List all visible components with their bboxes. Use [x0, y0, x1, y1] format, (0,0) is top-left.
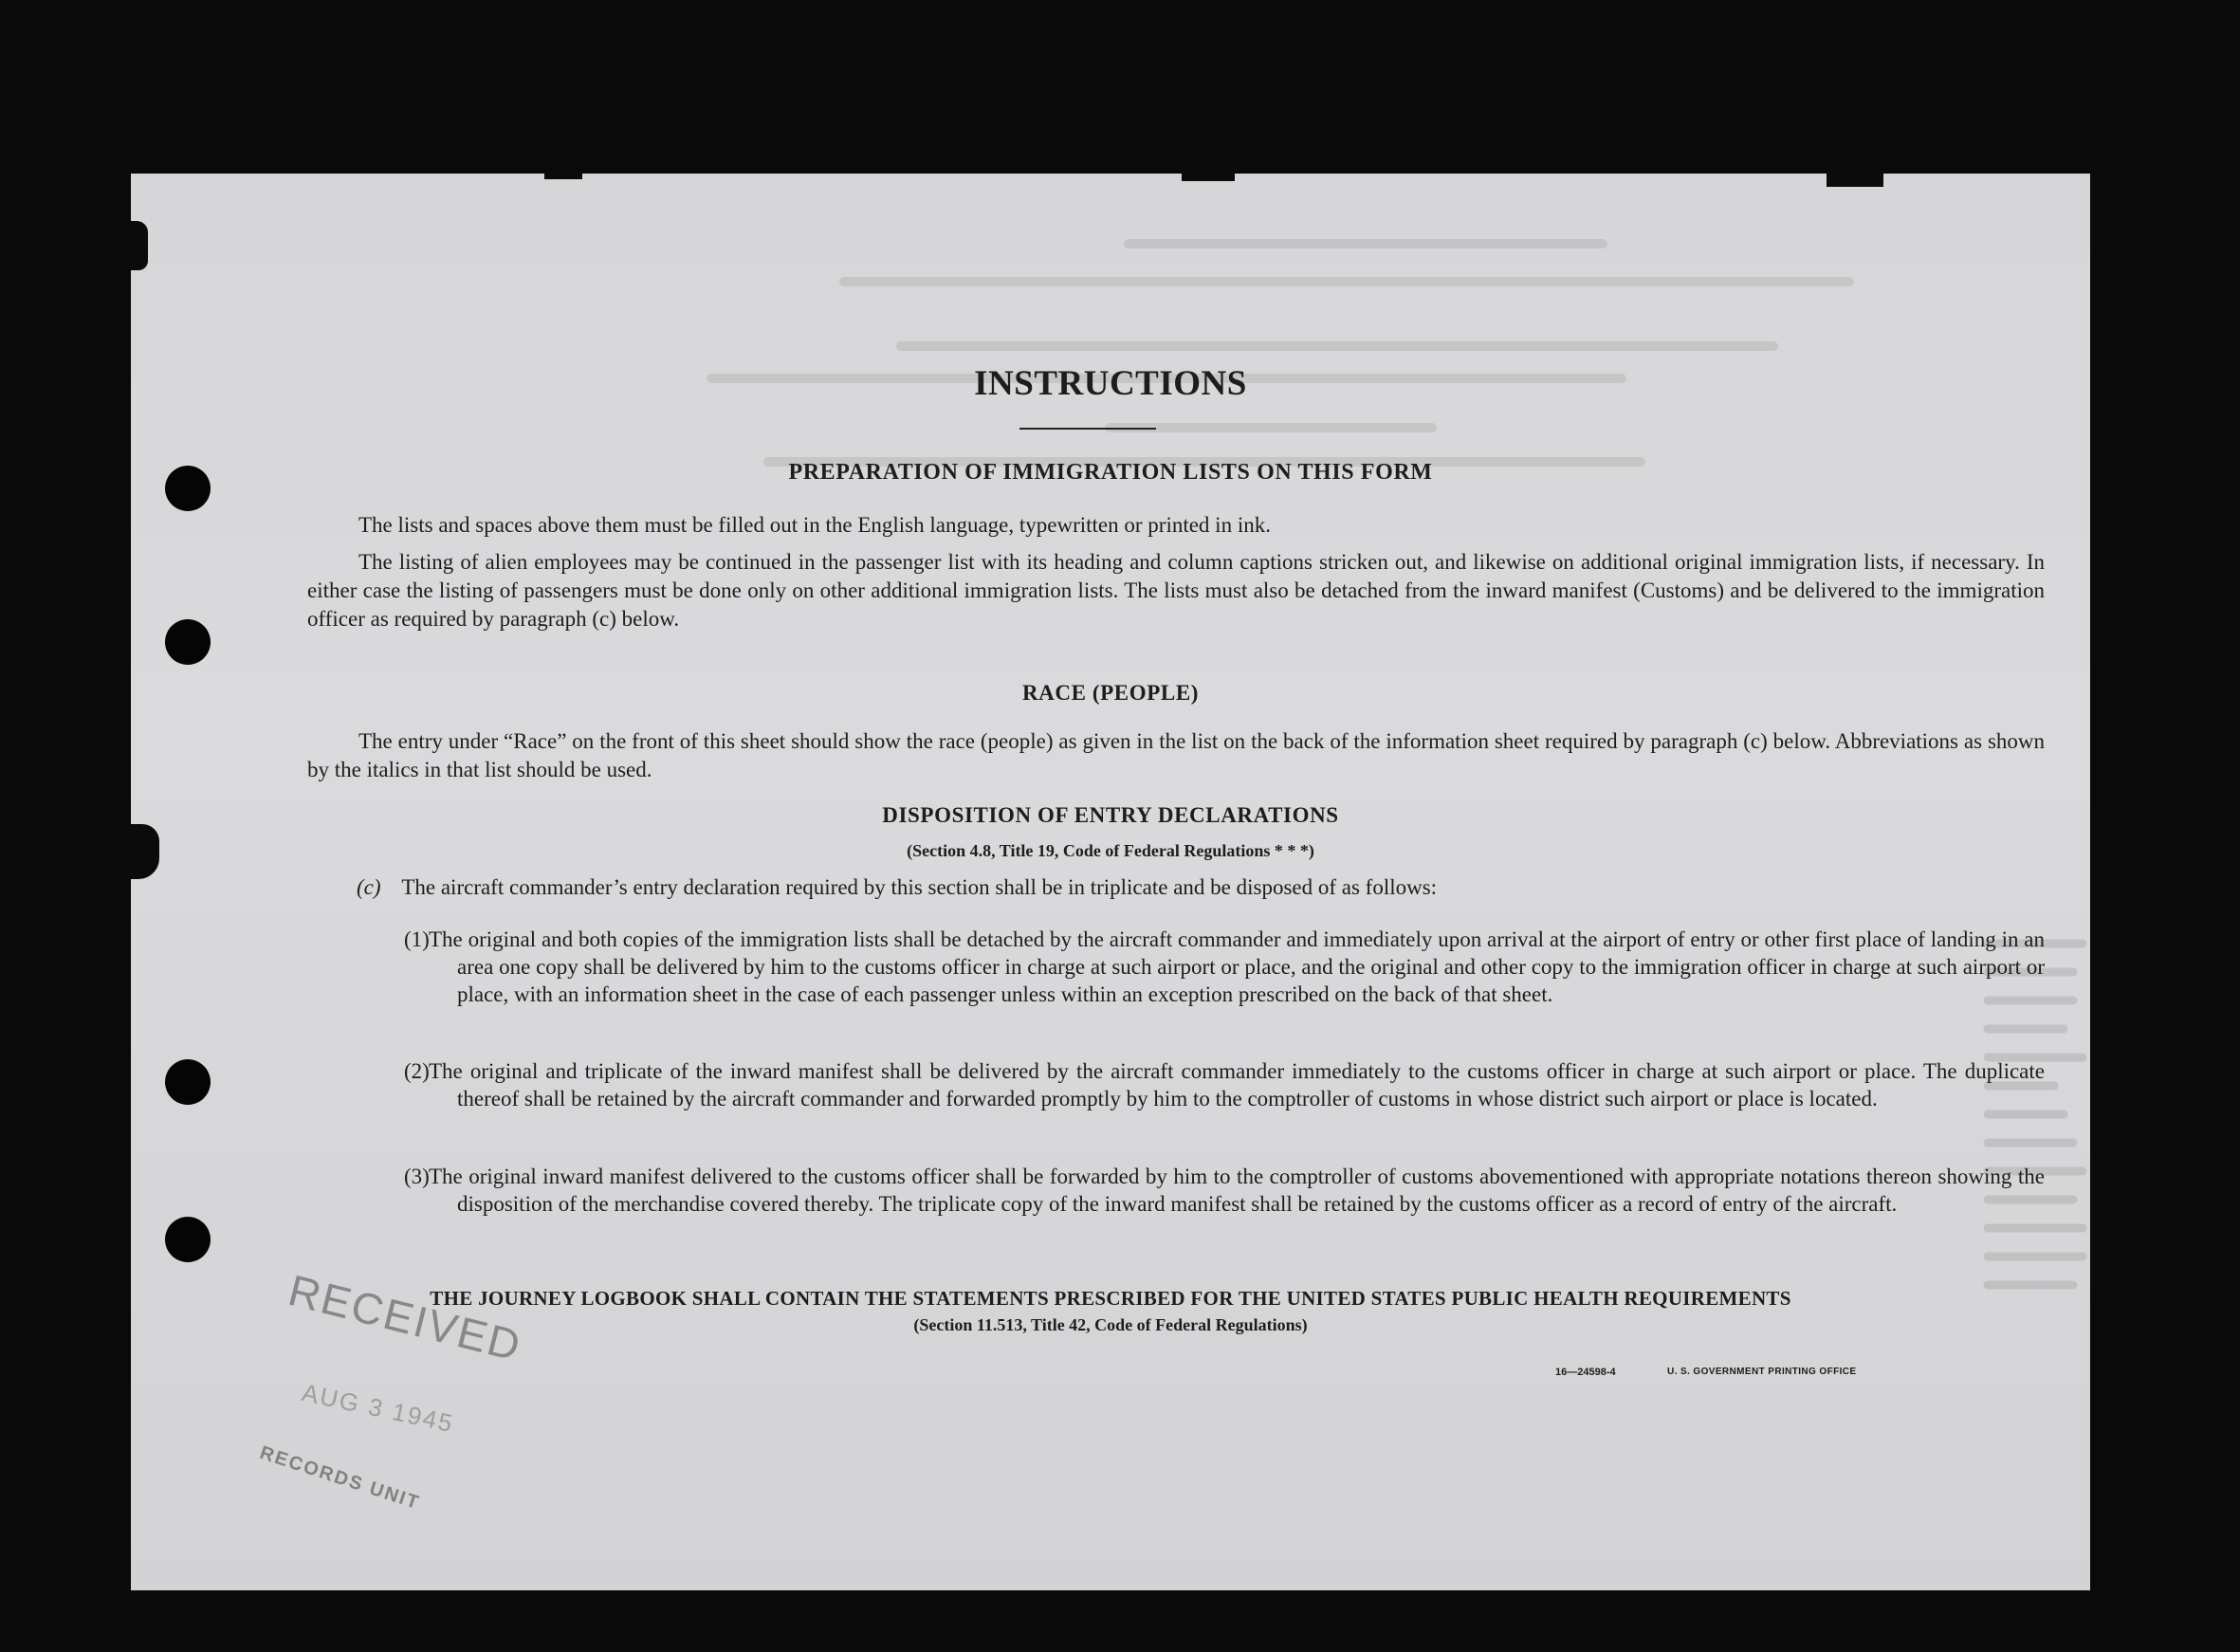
form-number: 16—24598-4	[1555, 1367, 1616, 1378]
top-edge-notch	[1182, 168, 1235, 181]
disposition-item-2	[404, 1057, 2045, 1112]
disposition-intro	[357, 873, 2045, 901]
item-number: (2)	[404, 1059, 430, 1083]
document-page	[131, 174, 2090, 1590]
printer-imprint: U. S. GOVERNMENT PRINTING OFFICE	[1667, 1367, 1857, 1377]
received-stamp: RECEIVED	[284, 1264, 527, 1371]
item-number: (1)	[404, 927, 430, 951]
document-title: INSTRUCTIONS	[974, 364, 1247, 403]
item-text: The original and triplicate of the inward manifest shall be delivered by the aircraft commander immediately to the customs officer in charge at such airport or place. The duplicate thereof shall be retained by the aircraft commander and forwarded promptly by him to the comptroller of customs in whose district such airport or place is located.	[429, 1059, 2045, 1111]
top-edge-notch	[1827, 170, 1883, 187]
section-heading-race: RACE (PEOPLE)	[1021, 681, 1200, 705]
disposition-item-1	[404, 926, 2045, 1008]
disposition-item-3	[404, 1163, 2045, 1218]
item-text: The original and both copies of the immigration lists shall be detached by the aircraft commander and immediately upon arrival at the airport of entry or other first place of landing in an area one copy shall be delivered by him to the customs officer in charge at such airport or place, and the original and other copy to the immigration officer in charge at such airport or place, with an information sheet in the case of each passenger unless within an exception prescribed on the back of that sheet.	[429, 927, 2045, 1006]
section-heading-preparation: PREPARATION OF IMMIGRATION LISTS ON THIS FORM	[788, 460, 1433, 485]
punch-hole	[165, 1217, 211, 1262]
left-edge-tear	[125, 221, 148, 270]
disposition-citation: (Section 4.8, Title 19, Code of Federal Regulations * * *)	[907, 841, 1314, 860]
title-underline	[1019, 428, 1156, 430]
bleed-through-lines	[484, 225, 1963, 471]
records-unit-stamp: RECORDS UNIT	[257, 1442, 423, 1514]
logbook-statement: THE JOURNEY LOGBOOK SHALL CONTAIN THE STATEMENTS PRESCRIBED FOR THE UNITED STATES PUBLIC HEALTH REQUIREMENTS	[430, 1287, 1791, 1310]
paragraph-race: The entry under “Race” on the front of this sheet should show the race (people) as given in the list on the back of the information sheet required by paragraph (c) below. Abbreviations as shown by the italics in that list should be used.	[307, 729, 2045, 781]
logbook-citation: (Section 11.513, Title 42, Code of Federal Regulations)	[913, 1315, 1308, 1334]
received-stamp-date: AUG 3 1945	[299, 1378, 457, 1439]
paragraph-preparation-1: The lists and spaces above them must be filled out in the English language, typewritten or printed in ink.	[358, 513, 1271, 537]
section-heading-disposition: DISPOSITION OF ENTRY DECLARATIONS	[882, 803, 1339, 827]
item-text: The original inward manifest delivered to the customs officer shall be forwarded by him to the comptroller of customs abovementioned with appropriate notations thereon showing the disposition of the merchandise covered thereby. The triplicate copy of the inward manifest shall be retained by the customs officer as a record of entry of the aircraft.	[429, 1165, 2045, 1216]
item-number: (3)	[404, 1165, 430, 1188]
paragraph-preparation-2: The listing of alien employees may be continued in the passenger list with its heading and column captions stricken out, and likewise on additional original immigration lists, if necessary. In either case the listing of passengers must be done only on other additional immigration lists. The lists must also be detached from the inward manifest (Customs) and be delivered to the immigration officer as required by paragraph (c) below.	[307, 550, 2045, 631]
intro-label: (c)	[357, 875, 381, 899]
punch-hole	[165, 1059, 211, 1105]
intro-text: The aircraft commander’s entry declaration required by this section shall be in triplicate and be disposed of as follows:	[401, 875, 1438, 899]
top-edge-notch	[544, 170, 582, 179]
punch-hole	[165, 619, 211, 665]
